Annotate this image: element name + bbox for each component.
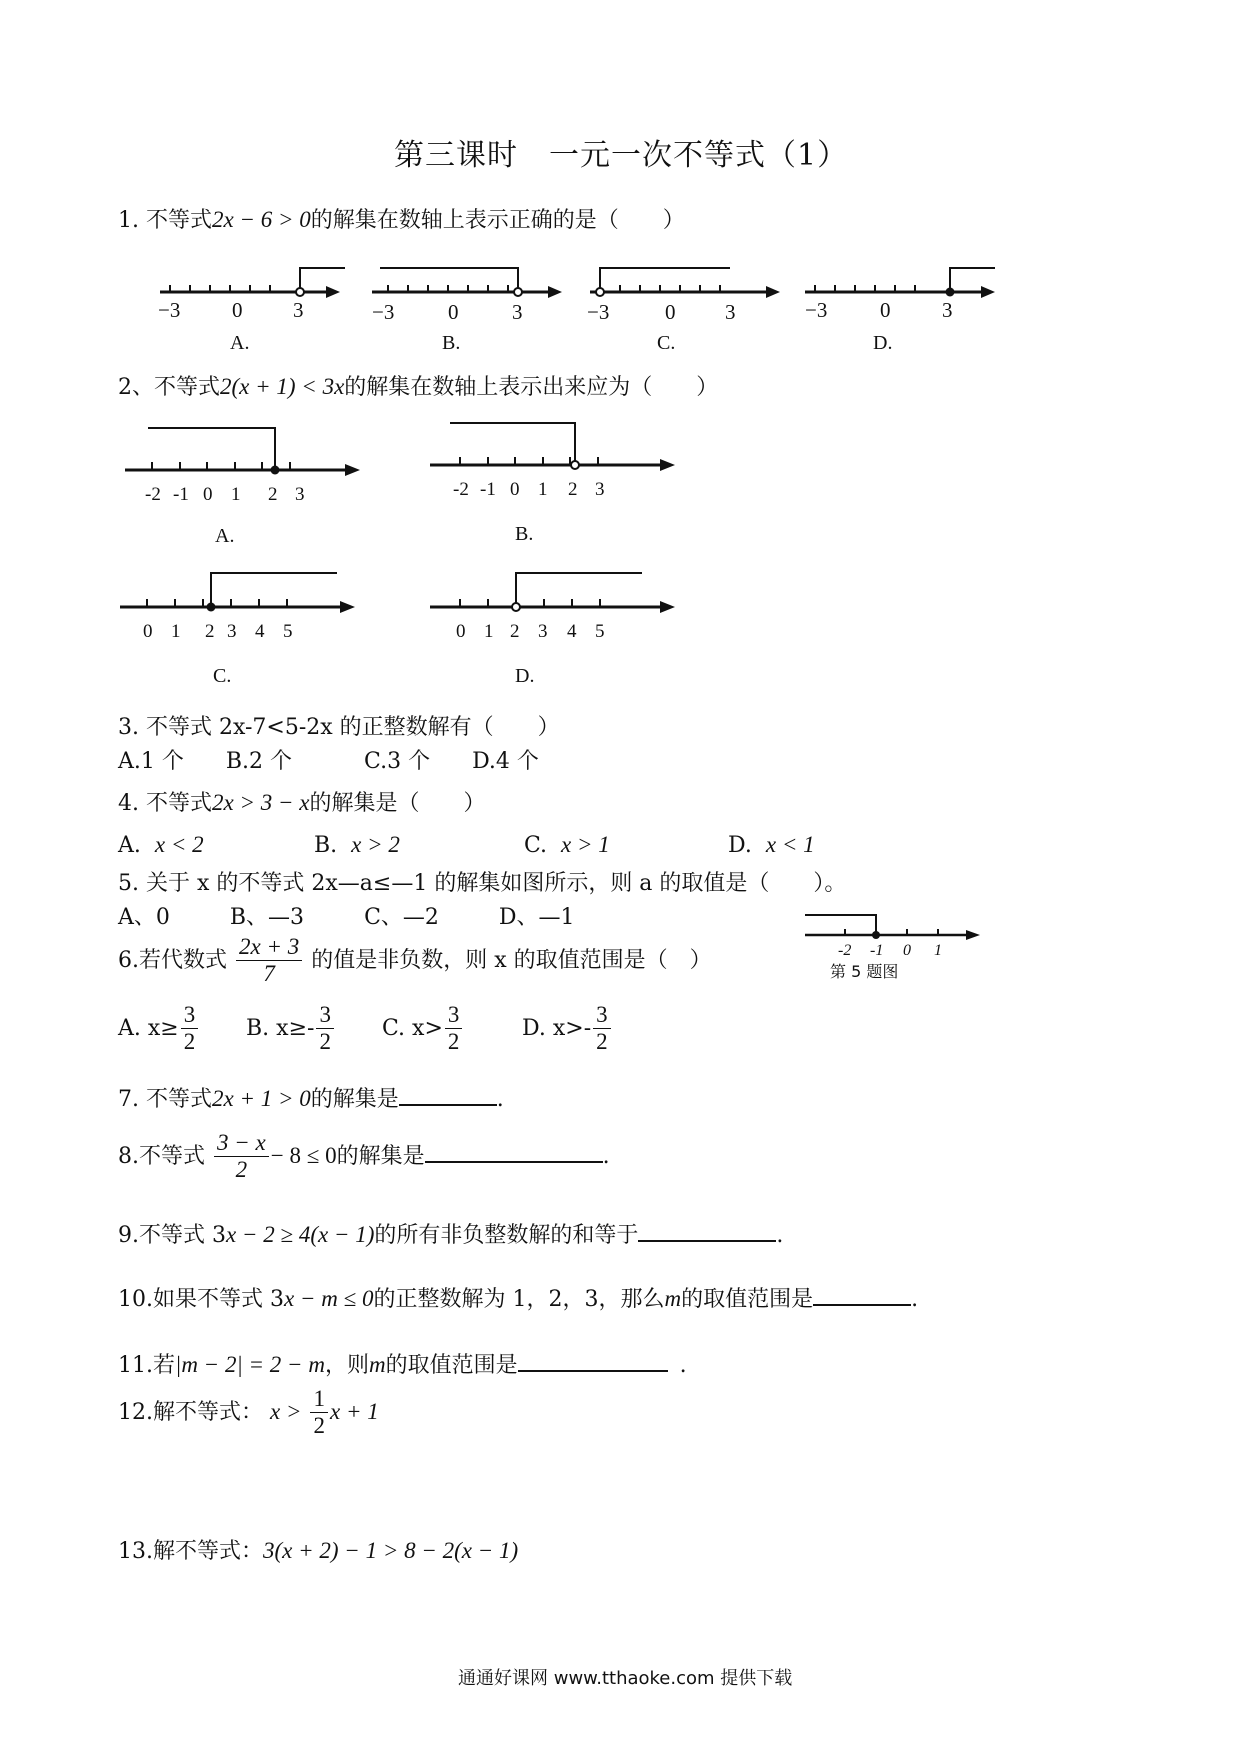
q4-option-b (314, 832, 400, 858)
q2d-tick-5: 5 (595, 621, 605, 642)
question-4-expr: 2x > 3 − x (211, 790, 310, 815)
q2d-tick-2: 2 (510, 621, 520, 642)
q9-end: . (776, 1223, 784, 1248)
q4-option-a-letter: A. (118, 833, 141, 858)
question-8-pre: 8.不等式 (118, 1143, 205, 1169)
q1d-tick-0: 0 (880, 298, 891, 322)
question-11-pre: 11.若 (118, 1353, 175, 1378)
q5-caption: 第 5 题图 (830, 962, 899, 981)
q2c-tick-0: 0 (143, 621, 153, 642)
q2b-tick-neg2: -2 (453, 479, 469, 500)
question-10-expr: x − m ≤ 0 (283, 1286, 374, 1311)
question-7-pre: 7. 不等式 (118, 1087, 212, 1112)
question-4 (118, 786, 485, 817)
question-13-expr: 3(x + 2) − 1 > 8 − 2(x − 1) (263, 1538, 519, 1563)
q5-tick-1: 1 (934, 942, 942, 959)
q2a-tick-neg1: -1 (173, 484, 189, 505)
question-7-expr: 2x + 1 > 0 (211, 1086, 311, 1111)
question-11-mid: ，则 (324, 1353, 369, 1378)
q1a-tick-0: 0 (232, 298, 243, 322)
question-11-post: 的取值范围是 (385, 1353, 518, 1378)
question-10-mid: 的正整数解为 1，2，3，那么 (373, 1287, 665, 1312)
q10-end: . (911, 1287, 919, 1312)
q4-option-d-letter: D. (728, 833, 752, 858)
q8-fraction-num: 3 − x (214, 1130, 269, 1157)
q1a-tick-neg3: −3 (158, 298, 181, 322)
question-13-pre: 13.解不等式： (118, 1539, 263, 1564)
q1-label-d: D. (873, 332, 893, 354)
q5-tick-neg2: -2 (838, 942, 852, 959)
question-6 (118, 934, 712, 988)
question-10 (118, 1282, 918, 1313)
q1-number-lines (150, 255, 1010, 360)
q5-option-b: B、—3 (229, 905, 305, 930)
q2-label-c: C. (213, 665, 232, 687)
question-10-post: 的取值范围是 (681, 1287, 814, 1312)
q1b-tick-neg3: −3 (372, 300, 395, 324)
q12-fraction (310, 1386, 328, 1440)
question-5: 5. 关于 x 的不等式 2x—a≤—1 的解集如图所示，则 a 的取值是（ ）。 (118, 871, 847, 896)
q7-end: . (496, 1087, 504, 1112)
q2a-tick-1: 1 (231, 484, 241, 505)
q3-option-c: C.3 个 (364, 749, 431, 774)
question-9-expr: x − 2 ≥ 4(x − 1) (225, 1222, 375, 1247)
question-13 (118, 1534, 518, 1565)
q5-number-line (800, 905, 990, 985)
q2-label-b: B. (515, 523, 534, 545)
question-7 (118, 1082, 504, 1113)
q1-option-d-line (805, 268, 995, 354)
q1b-tick-0: 0 (448, 300, 459, 324)
q6-option-b-rel: x≥- (276, 1015, 315, 1041)
q11-end: . (679, 1353, 687, 1378)
q9-answer-blank[interactable] (638, 1218, 776, 1242)
question-6-pre: 6.若代数式 (118, 947, 227, 973)
question-4-pre: 4. 不等式 (118, 791, 212, 816)
q2-option-c-line (120, 573, 355, 687)
q4-option-d (728, 832, 815, 858)
q2b-tick-neg1: -1 (480, 479, 496, 500)
q2a-tick-neg2: -2 (145, 484, 161, 505)
page-title: 第三课时 一元一次不等式（1） (394, 138, 849, 173)
q6-option-d-num: 3 (593, 1002, 611, 1029)
q2a-tick-0: 0 (203, 484, 213, 505)
q2d-tick-1: 1 (484, 621, 494, 642)
q12-fraction-num: 1 (310, 1386, 328, 1413)
q4-option-c-letter: C. (524, 833, 548, 858)
question-1-pre: 1. 不等式 (118, 208, 212, 233)
question-10-var: m (664, 1286, 682, 1311)
q6-fraction (236, 934, 302, 988)
question-1-expr: 2x − 6 > 0 (211, 207, 311, 232)
q6-option-a-num: 3 (181, 1002, 199, 1029)
q1d-tick-neg3: −3 (805, 298, 828, 322)
q5-option-a: A、0 (118, 905, 170, 930)
q8-answer-blank[interactable] (425, 1139, 603, 1163)
q6-option-d-rel: x>- (552, 1015, 592, 1041)
q6-fraction-den: 7 (263, 961, 275, 987)
question-3: 3. 不等式 2x-7<5-2x 的正整数解有（ ） (118, 715, 560, 740)
q1c-tick-neg3: −3 (587, 300, 610, 324)
q6-option-c (382, 1002, 464, 1056)
q6-option-d-den: 2 (596, 1029, 608, 1055)
q6-option-a-rel: x≥ (147, 1015, 179, 1041)
q10-answer-blank[interactable] (813, 1282, 911, 1306)
q3-option-d: D.4 个 (472, 749, 539, 774)
question-12 (118, 1386, 379, 1440)
q3-options (118, 744, 539, 775)
q1c-tick-3: 3 (725, 300, 736, 324)
question-8-post: 的解集是 (336, 1143, 425, 1169)
page-footer: 通通好课网 www.tthaoke.com 提供下载 (458, 1668, 793, 1689)
q2a-tick-3: 3 (295, 484, 305, 505)
q2c-tick-3: 3 (227, 621, 237, 642)
q2-option-a-line (125, 428, 360, 547)
q2d-tick-4: 4 (567, 621, 577, 642)
question-9 (118, 1218, 783, 1249)
q6-option-c-rel: x> (412, 1015, 443, 1041)
q5-option-d: D、—1 (498, 905, 575, 930)
q2d-tick-3: 3 (538, 621, 548, 642)
q5-options (118, 900, 575, 931)
q1-label-b: B. (442, 332, 461, 354)
q3-option-b: B.2 个 (225, 749, 293, 774)
q2-label-a: A. (215, 525, 235, 547)
q6-option-c-num: 3 (445, 1002, 463, 1029)
q1d-tick-3: 3 (942, 298, 953, 322)
question-11-var: m (368, 1352, 386, 1377)
q2b-tick-3: 3 (595, 479, 605, 500)
q4-option-b-letter: B. (314, 833, 338, 858)
q12-lhs: x > (270, 1398, 302, 1424)
q6-option-d (522, 1002, 613, 1056)
q11-answer-blank[interactable] (518, 1348, 668, 1372)
q12-rhs: x + 1 (329, 1398, 379, 1424)
q1b-tick-3: 3 (512, 300, 523, 324)
q1-option-a-line (158, 268, 345, 354)
q6-option-a-den: 2 (183, 1029, 196, 1055)
q6-option-b-den: 2 (319, 1029, 331, 1055)
question-12-pre: 12.解不等式： (118, 1399, 263, 1425)
q8-end: . (602, 1143, 610, 1169)
q4-option-d-expr: x < 1 (765, 832, 815, 857)
q6-option-c-den: 2 (447, 1029, 460, 1055)
question-2-pre: 2、不等式 (118, 375, 220, 400)
q1-label-c: C. (657, 332, 676, 354)
q1a-tick-3: 3 (293, 298, 304, 322)
question-1 (118, 203, 685, 234)
q3-option-a: A.1 个 (118, 749, 184, 774)
q5-option-c: C、—2 (364, 905, 439, 930)
q6-option-d-letter: D. (522, 1015, 546, 1041)
question-10-pre: 10.如果不等式 3 (118, 1287, 284, 1312)
q4-option-c (524, 832, 610, 858)
q4-option-b-expr: x > 2 (351, 832, 400, 857)
question-7-post: 的解集是 (310, 1087, 399, 1112)
q4-option-c-expr: x > 1 (561, 832, 610, 857)
q2-number-lines (115, 415, 695, 695)
question-4-post: 的解集是（ ） (309, 791, 486, 816)
q7-answer-blank[interactable] (399, 1082, 497, 1106)
q2c-tick-5: 5 (283, 621, 293, 642)
question-9-pre: 9.不等式 3 (118, 1223, 226, 1248)
q1-label-a: A. (230, 332, 250, 354)
q1-option-c-line (587, 268, 780, 354)
q2c-tick-2: 2 (205, 621, 215, 642)
q1-option-b-line (372, 268, 562, 354)
q2d-tick-0: 0 (456, 621, 466, 642)
q2c-tick-4: 4 (255, 621, 265, 642)
q2a-tick-2: 2 (268, 484, 278, 505)
q2-option-d-line (430, 573, 675, 687)
q8-fraction (214, 1130, 269, 1184)
question-9-post: 的所有非负整数解的和等于 (374, 1223, 639, 1248)
question-8-expr: − 8 ≤ 0 (270, 1142, 337, 1168)
question-1-post: 的解集在数轴上表示正确的是（ ） (310, 208, 685, 233)
q5-tick-0: 0 (903, 942, 911, 959)
q1c-tick-0: 0 (665, 300, 676, 324)
q6-fraction-num: 2x + 3 (236, 934, 302, 961)
q6-option-c-letter: C. (382, 1015, 406, 1041)
question-2-post: 的解集在数轴上表示出来应为（ ） (344, 375, 719, 400)
q2-option-b-line (430, 423, 675, 545)
question-2-expr: 2(x + 1) < 3x (220, 374, 345, 399)
q4-option-a-expr: x < 2 (154, 832, 204, 857)
q6-option-b-num: 3 (316, 1002, 334, 1029)
question-11-expr: |m − 2| = 2 − m (175, 1352, 325, 1377)
question-6-post: 的值是非负数，则 x 的取值范围是（ ） (311, 947, 712, 973)
q2b-tick-0: 0 (510, 479, 520, 500)
q2c-tick-1: 1 (171, 621, 181, 642)
q2b-tick-2: 2 (568, 479, 578, 500)
q6-option-b-letter: B. (246, 1015, 270, 1041)
q12-fraction-den: 2 (313, 1413, 325, 1439)
q6-option-a (118, 1002, 200, 1056)
q2b-tick-1: 1 (538, 479, 548, 500)
q4-option-a (118, 832, 204, 858)
question-2 (118, 370, 718, 401)
q6-option-b (246, 1002, 336, 1056)
q6-option-a-letter: A. (118, 1015, 141, 1041)
q5-tick-neg1: -1 (870, 942, 884, 959)
q2-label-d: D. (515, 665, 535, 687)
q8-fraction-den: 2 (235, 1157, 248, 1183)
question-8 (118, 1130, 610, 1184)
question-11 (118, 1348, 687, 1379)
